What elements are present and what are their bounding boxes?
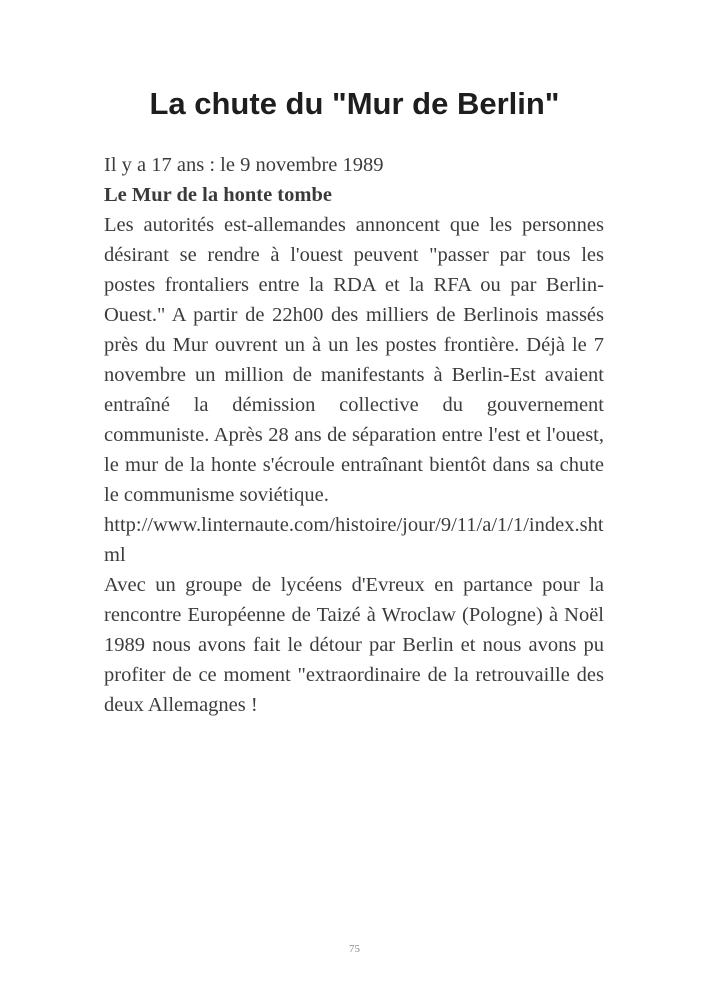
paragraph-berlin-wall: Les autorités est-allemandes annoncent que les personnes désirant se rendre à l'ouest peuvent "passer par tous les postes frontaliers entre la RDA et la RFA ou par Berlin-Ouest." A partir de 22h00 des milliers de Berlinois massés près du Mur ouvrent un à un les postes frontière. Déjà le 7 novembre un million de manifestants à Berlin-Est avaient entraîné la démission collective du gouvernement communiste. Après 28 ans de séparation entre l'est et l'ouest, le mur de la honte s'écroule entraînant bientôt dans sa chute le communisme soviétique. <box>104 214 604 506</box>
source-url: http://www.linternaute.com/histoire/jour/9/11/a/1/1/index.shtml <box>104 514 604 566</box>
page-title: La chute du "Mur de Berlin" <box>149 86 560 121</box>
article-subtitle: Le Mur de la honte tombe <box>104 184 332 206</box>
article-body <box>104 150 604 720</box>
paragraph-taize-trip: Avec un groupe de lycéens d'Evreux en partance pour la rencontre Européenne de Taizé à Wroclaw (Pologne) à Noël 1989 nous avons fait le détour par Berlin et nous avons pu profiter de ce moment "extraordinaire de la retrouvaille des deux Allemagnes ! <box>104 574 604 716</box>
page-number: 75 <box>349 943 360 955</box>
date-line: Il y a 17 ans : le 9 novembre 1989 <box>104 154 384 176</box>
